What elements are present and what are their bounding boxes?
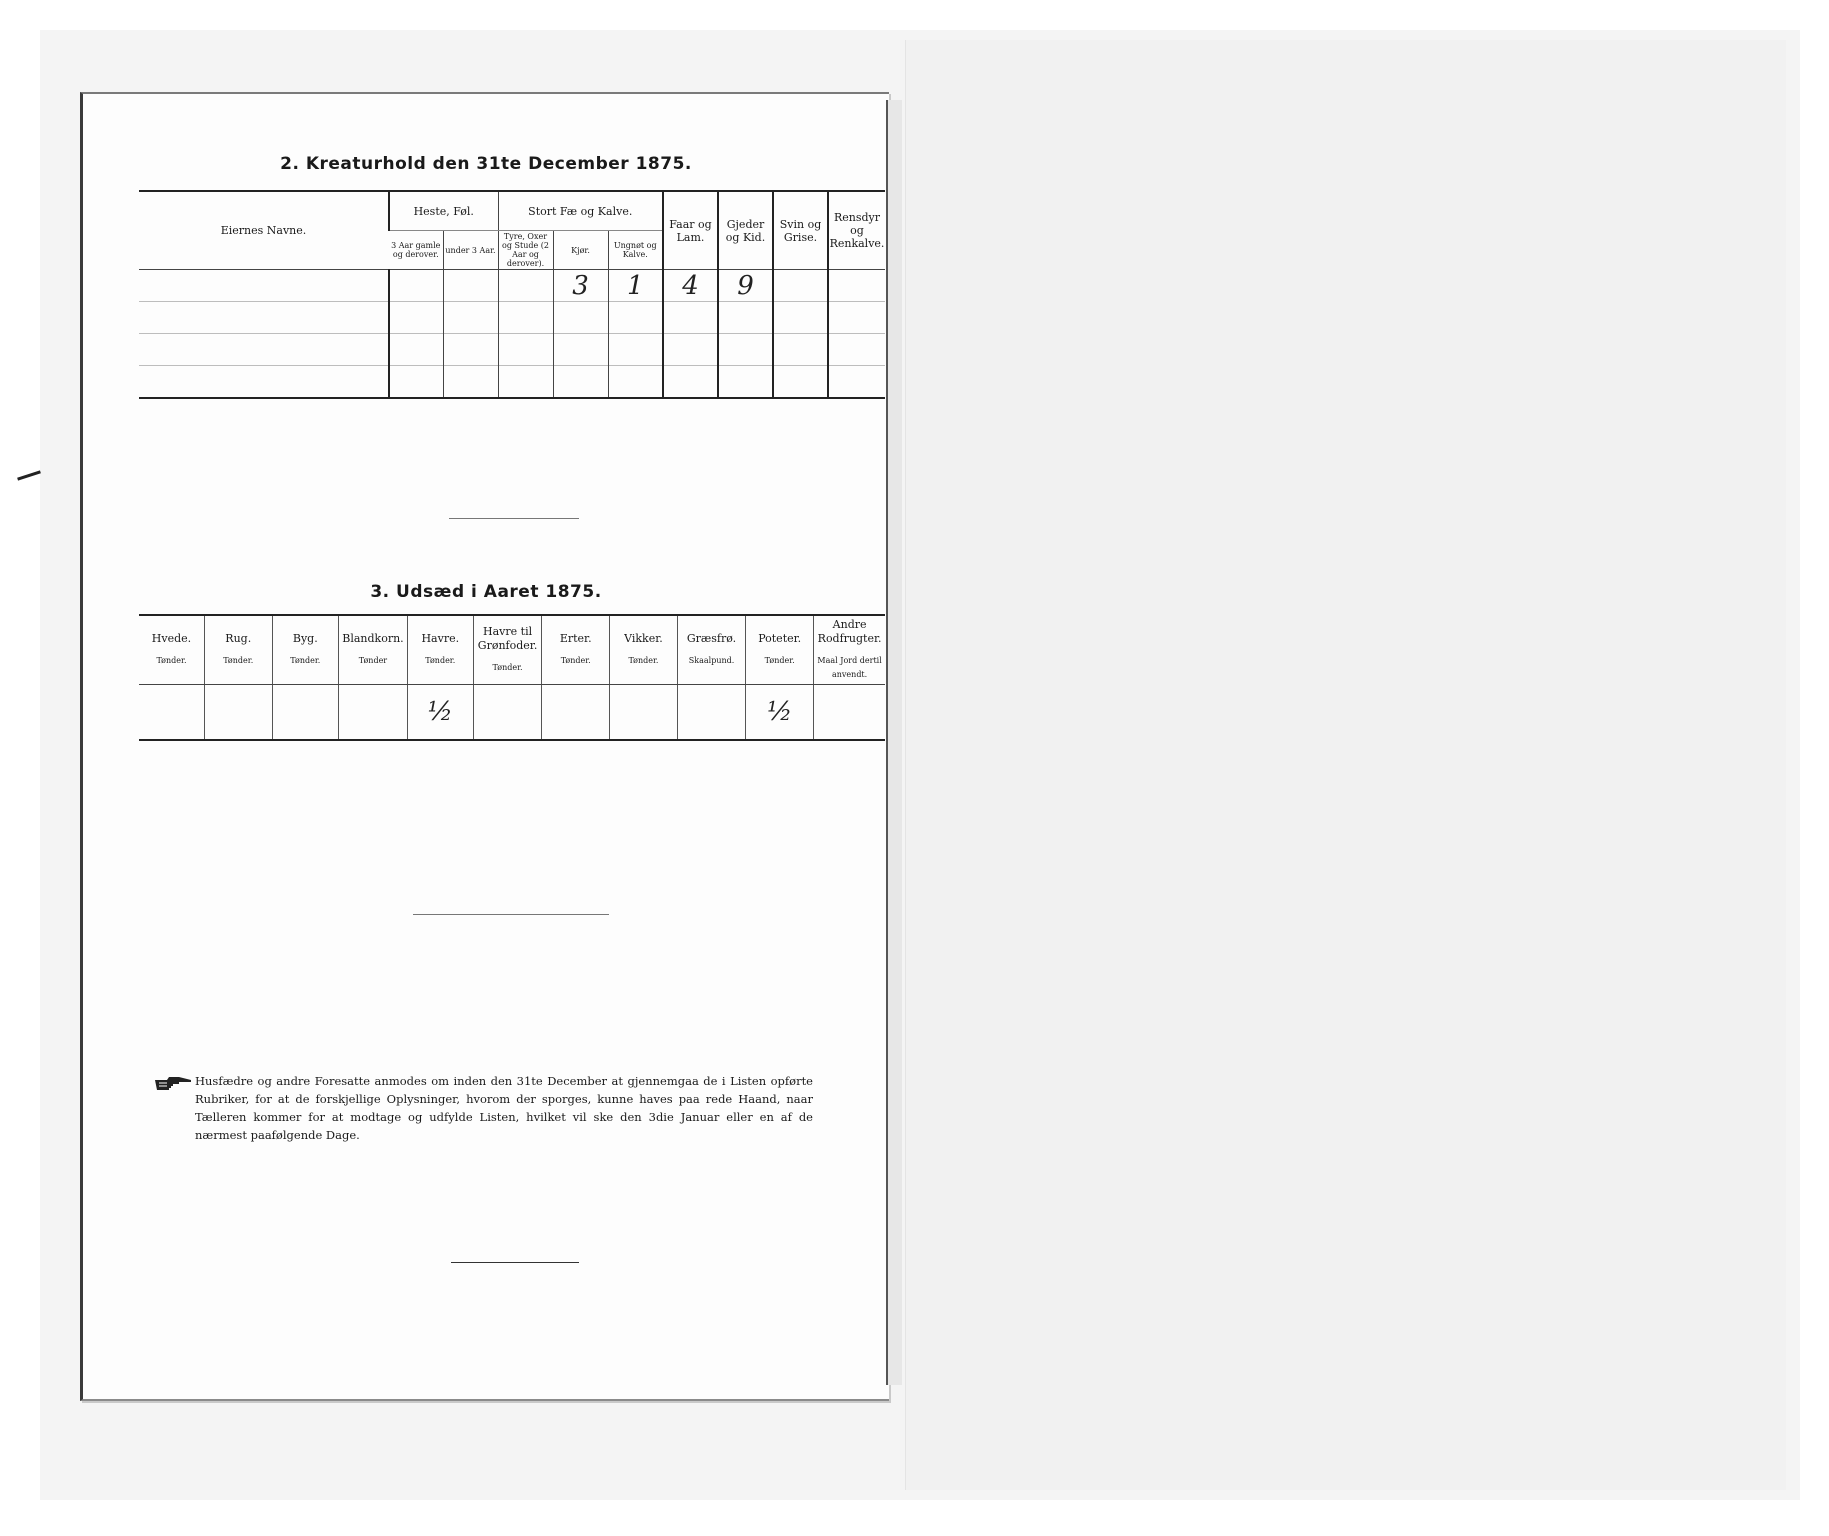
sowing-header-label: Rug. [225, 632, 252, 645]
separator-line [449, 518, 579, 519]
owner-name [139, 270, 389, 302]
separator-line [451, 1262, 579, 1263]
sowing-header-6 [542, 615, 610, 685]
header-cows: Kjør. [553, 231, 608, 270]
sowing-header-3 [339, 615, 408, 685]
header-reindeer: Rensdyr og Renkalve. [828, 191, 885, 270]
section3-title: 3. Udsæd i Aaret 1875. [370, 582, 602, 602]
sowing-header-unit: Tønder. [764, 656, 795, 665]
instruction-note: Husfædre og andre Foresatte anmodes om inden den 31te December at gjennemgaa de i Listen opførte Rubriker, for at de forskjellige Oplysninger, hvorom der sporges, kunne haves paa rede Haand, naar Tælleren kommer for at modtage og udfylde Listen, hvilket vil ske den 3die Januar eller en af de nærmest paafølgende Dage. [195, 1074, 813, 1142]
sowing-cell [407, 685, 473, 741]
sowing-header-label: Andre Rodfrugter. [817, 618, 882, 645]
sowing-header-label: Poteter. [758, 632, 802, 645]
header-horses-old: 3 Aar gamle og derover. [389, 231, 443, 270]
sowing-cell [339, 685, 408, 741]
page-edge [886, 100, 902, 1385]
sowing-header-label: Havre. [421, 632, 460, 645]
sowing-header-label: Byg. [292, 632, 318, 645]
sowing-header-label: Erter. [559, 632, 592, 645]
table-row [139, 366, 885, 399]
facing-page-blank [905, 40, 1786, 1490]
sowing-header-unit: Tønder [358, 656, 388, 665]
poteter-amount: ½ [767, 697, 793, 727]
sowing-header-4 [407, 615, 473, 685]
header-pigs: Svin og Grise. [773, 191, 828, 270]
sowing-header-unit: Tønder. [223, 656, 254, 665]
header-owner: Eiernes Navne. [220, 224, 307, 237]
sowing-cell [204, 685, 272, 741]
sowing-header-label: Vikker. [624, 632, 663, 645]
sowing-cell [139, 685, 204, 741]
sowing-header-unit: Tønder. [628, 656, 659, 665]
sowing-cell [610, 685, 678, 741]
sowing-header-label: Hvede. [151, 632, 192, 645]
table-row [139, 685, 885, 741]
sowing-header-label: Havre til Grønfoder. [477, 625, 538, 652]
cows-count: 3 [572, 270, 589, 301]
sowing-header-9 [746, 615, 814, 685]
header-horses-young: under 3 Aar. [443, 231, 498, 270]
sowing-header-unit: Maal Jord dertil anvendt. [817, 656, 882, 679]
header-sheep: Faar og Lam. [663, 191, 718, 270]
census-form-page [80, 92, 889, 1401]
sowing-header-8 [677, 615, 745, 685]
header-bulls: Tyre, Oxer og Stude (2 Aar og derover). [498, 231, 553, 270]
sowing-header-unit: Tønder. [560, 656, 591, 665]
havre-amount: ½ [427, 697, 453, 727]
sowing-header-unit: Tønder. [425, 656, 456, 665]
sowing-header-unit: Tønder. [156, 656, 187, 665]
livestock-table [139, 190, 885, 399]
sowing-header-label: Græsfrø. [686, 632, 737, 645]
header-horses: Heste, Føl. [389, 191, 498, 231]
table-row [139, 270, 885, 302]
header-goats: Gjeder og Kid. [718, 191, 773, 270]
sowing-cell [814, 685, 885, 741]
sowing-header-2 [272, 615, 339, 685]
sowing-cell [542, 685, 610, 741]
separator-line [413, 914, 609, 915]
header-cattle: Stort Fæ og Kalve. [498, 191, 663, 231]
sowing-header-unit: Tønder. [492, 663, 523, 672]
table-row [139, 334, 885, 366]
header-young-cattle: Ungnøt og Kalve. [608, 231, 663, 270]
section2-title: 2. Kreaturhold den 31te December 1875. [280, 154, 692, 174]
sowing-cell [272, 685, 339, 741]
margin-mark [17, 470, 41, 480]
sowing-header-unit: Tønder. [290, 656, 321, 665]
sowing-header-7 [610, 615, 678, 685]
sowing-cell [473, 685, 542, 741]
sowing-header-0 [139, 615, 204, 685]
sowing-cell [677, 685, 745, 741]
sowing-cell [746, 685, 814, 741]
young-cattle-count: 1 [626, 270, 644, 301]
sowing-header-10 [814, 615, 885, 685]
sowing-table [139, 614, 885, 741]
table-row [139, 302, 885, 334]
sowing-header-label: Blandkorn. [342, 632, 404, 645]
goats-count: 9 [737, 270, 754, 301]
sowing-header-5 [473, 615, 542, 685]
sowing-header-1 [204, 615, 272, 685]
sheep-count: 4 [682, 270, 699, 301]
sowing-header-unit: Skaalpund. [688, 656, 735, 665]
pointing-hand-icon [153, 1074, 193, 1094]
